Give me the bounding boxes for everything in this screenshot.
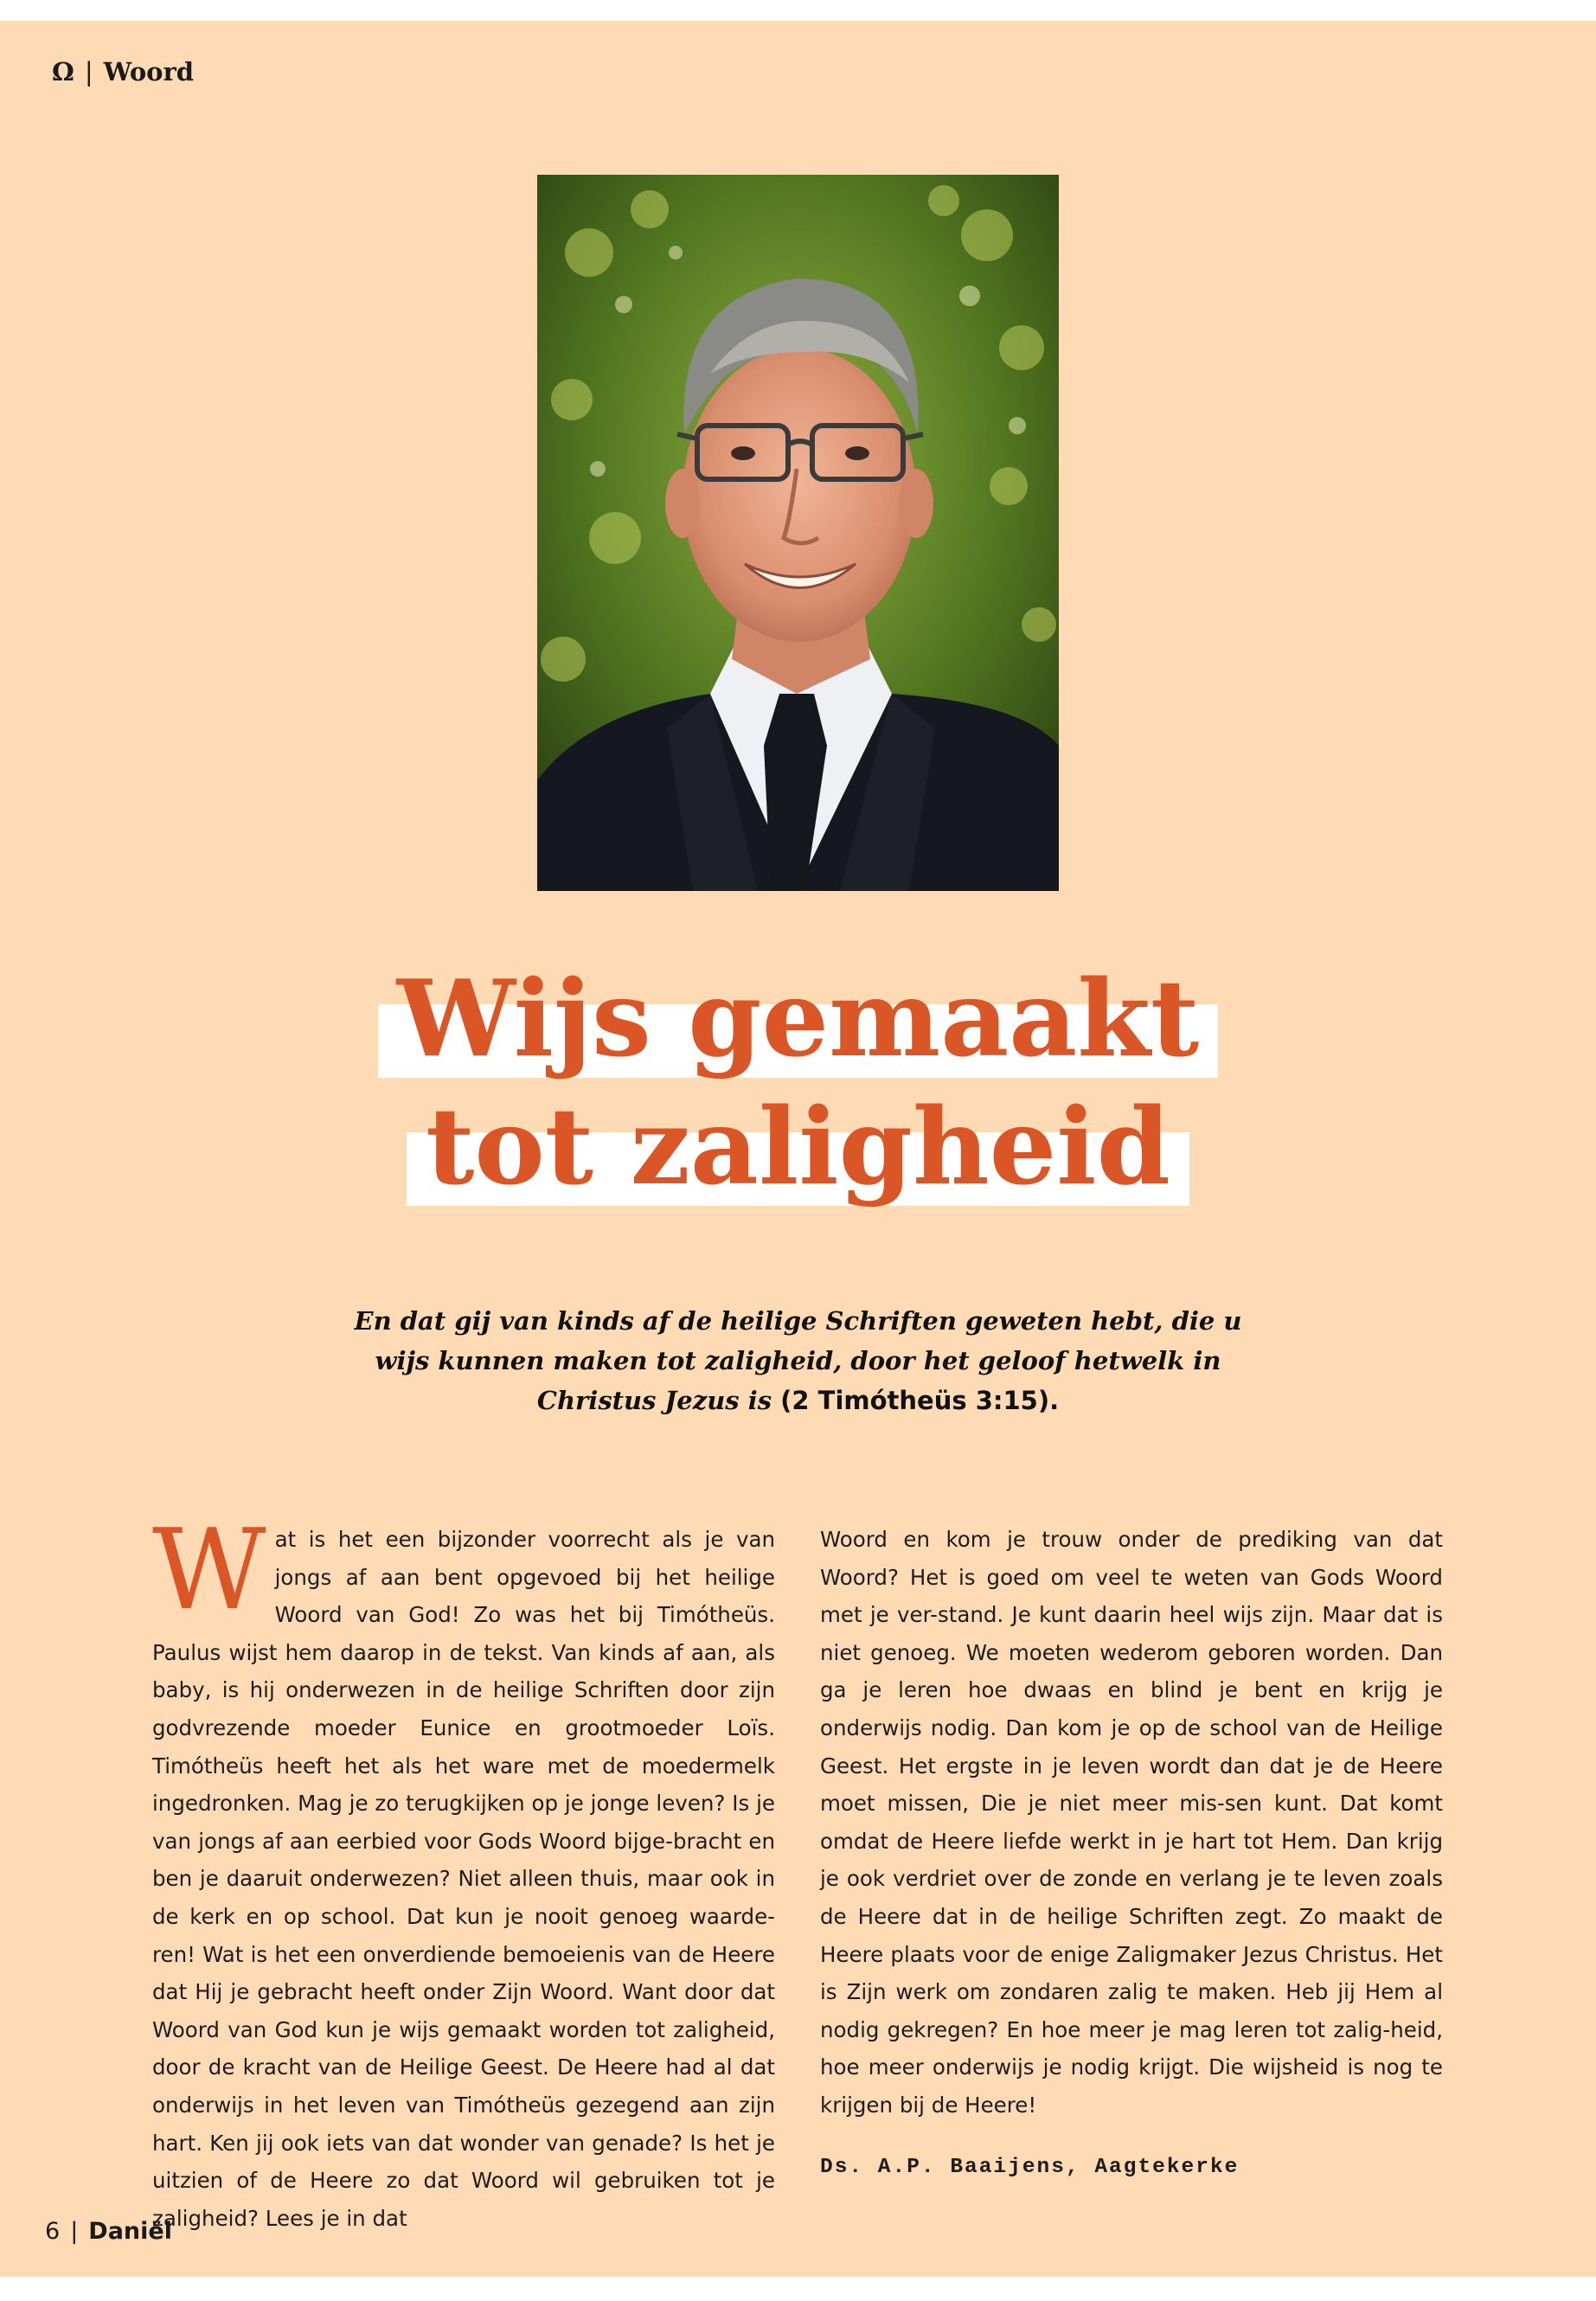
omega-icon: Ω	[52, 57, 74, 87]
verse-quote: En dat gij van kinds af de heilige Schriften geweten hebt, die u wijs kunnen maken tot zaligheid, door het geloof hetwelk in Christus Jezus is	[354, 1306, 1242, 1415]
page-number: 6	[45, 2218, 61, 2245]
magazine-name: Daniël	[88, 2218, 172, 2245]
page-footer	[45, 2218, 172, 2245]
title-line-2: tot zaligheid	[407, 1083, 1189, 1206]
header-separator: |	[84, 57, 93, 87]
portrait-illustration	[537, 175, 1059, 891]
section-header	[52, 57, 194, 87]
title-line-1: Wijs gemaakt	[378, 955, 1219, 1078]
section-label: Woord	[103, 57, 195, 87]
author-signature: Ds. A.P. Baaijens, Aagtekerke	[820, 2155, 1240, 2179]
article-column-right	[820, 1521, 1443, 2186]
column-left-text: at is het een bijzonder voorrecht als je van jongs af aan bent opgevoed bij het heilige Woord van God! Zo was het bij Timótheüs. Paulus wijst hem daarop in de tekst. Van kinds af aan, als baby, is hij onderwezen in de heilige Schriften door zijn godvrezende moeder Eunice en grootmoeder Loïs. Timótheüs heeft het als het ware met de moedermelk ingedronken. Mag je zo terugkijken op je jonge leven? Is je van jongs af aan eerbied voor Gods Woord bijge-bracht en ben je daaruit onderwezen? Niet alleen thuis, maar ook in de kerk en op school. Dat kun je nooit genoeg waarde-ren! Wat is het een onverdiende bemoeienis van de Heere dat Hij je gebracht heeft onder Zijn Woord. Want door dat Woord van God kun je wijs gemaakt worden tot zaligheid, door de kracht van de Heilige Geest. De Heere had al dat onderwijs in het leven van Timótheüs gezegend aan zijn hart. Ken jij ook iets van dat wonder van genade? Is het je uitzien of de Heere zo dat Woord wil gebruiken tot je zaligheid? Lees je in dat	[152, 1527, 775, 2231]
magazine-page	[0, 21, 1596, 2277]
footer-separator: |	[70, 2218, 79, 2245]
author-portrait-photo	[537, 175, 1059, 891]
article-column-left	[152, 1506, 775, 2237]
dropcap-letter: W	[152, 1506, 266, 1635]
column-right-text: Woord en kom je trouw onder de prediking van dat Woord? Het is goed om veel te weten van Gods Woord met je ver-stand. Je kunt daarin heel wijs zijn. Maar dat is niet genoeg. We moeten wederom geboren worden. Dan ga je leren hoe dwaas en blind je bent en krijg je onderwijs nodig. Dan kom je op de school van de Heilige Geest. Het ergste in je leven wordt dan dat je de Heere moet missen, Die je niet meer mis-sen kunt. Dat komt omdat de Heere liefde werkt in je hart tot Hem. Dan krijg je ook verdriet over de zonde en verlang je te leven zoals de Heere dat in de heilige Schriften zegt. Zo maakt de Heere plaats voor de enige Zaligmaker Jezus Christus. Het is Zijn werk om zondaren zalig te maken. Heb jij Hem al nodig gekregen? En hoe meer je mag leren tot zalig-heid, hoe meer onderwijs je nodig krijgt. Die wijsheid is nog te krijgen bij de Heere!	[820, 1527, 1443, 2118]
article-title	[0, 955, 1596, 1206]
verse-reference: (2 Timótheüs 3:15).	[780, 1386, 1060, 1415]
bible-verse-intro	[346, 1301, 1250, 1420]
